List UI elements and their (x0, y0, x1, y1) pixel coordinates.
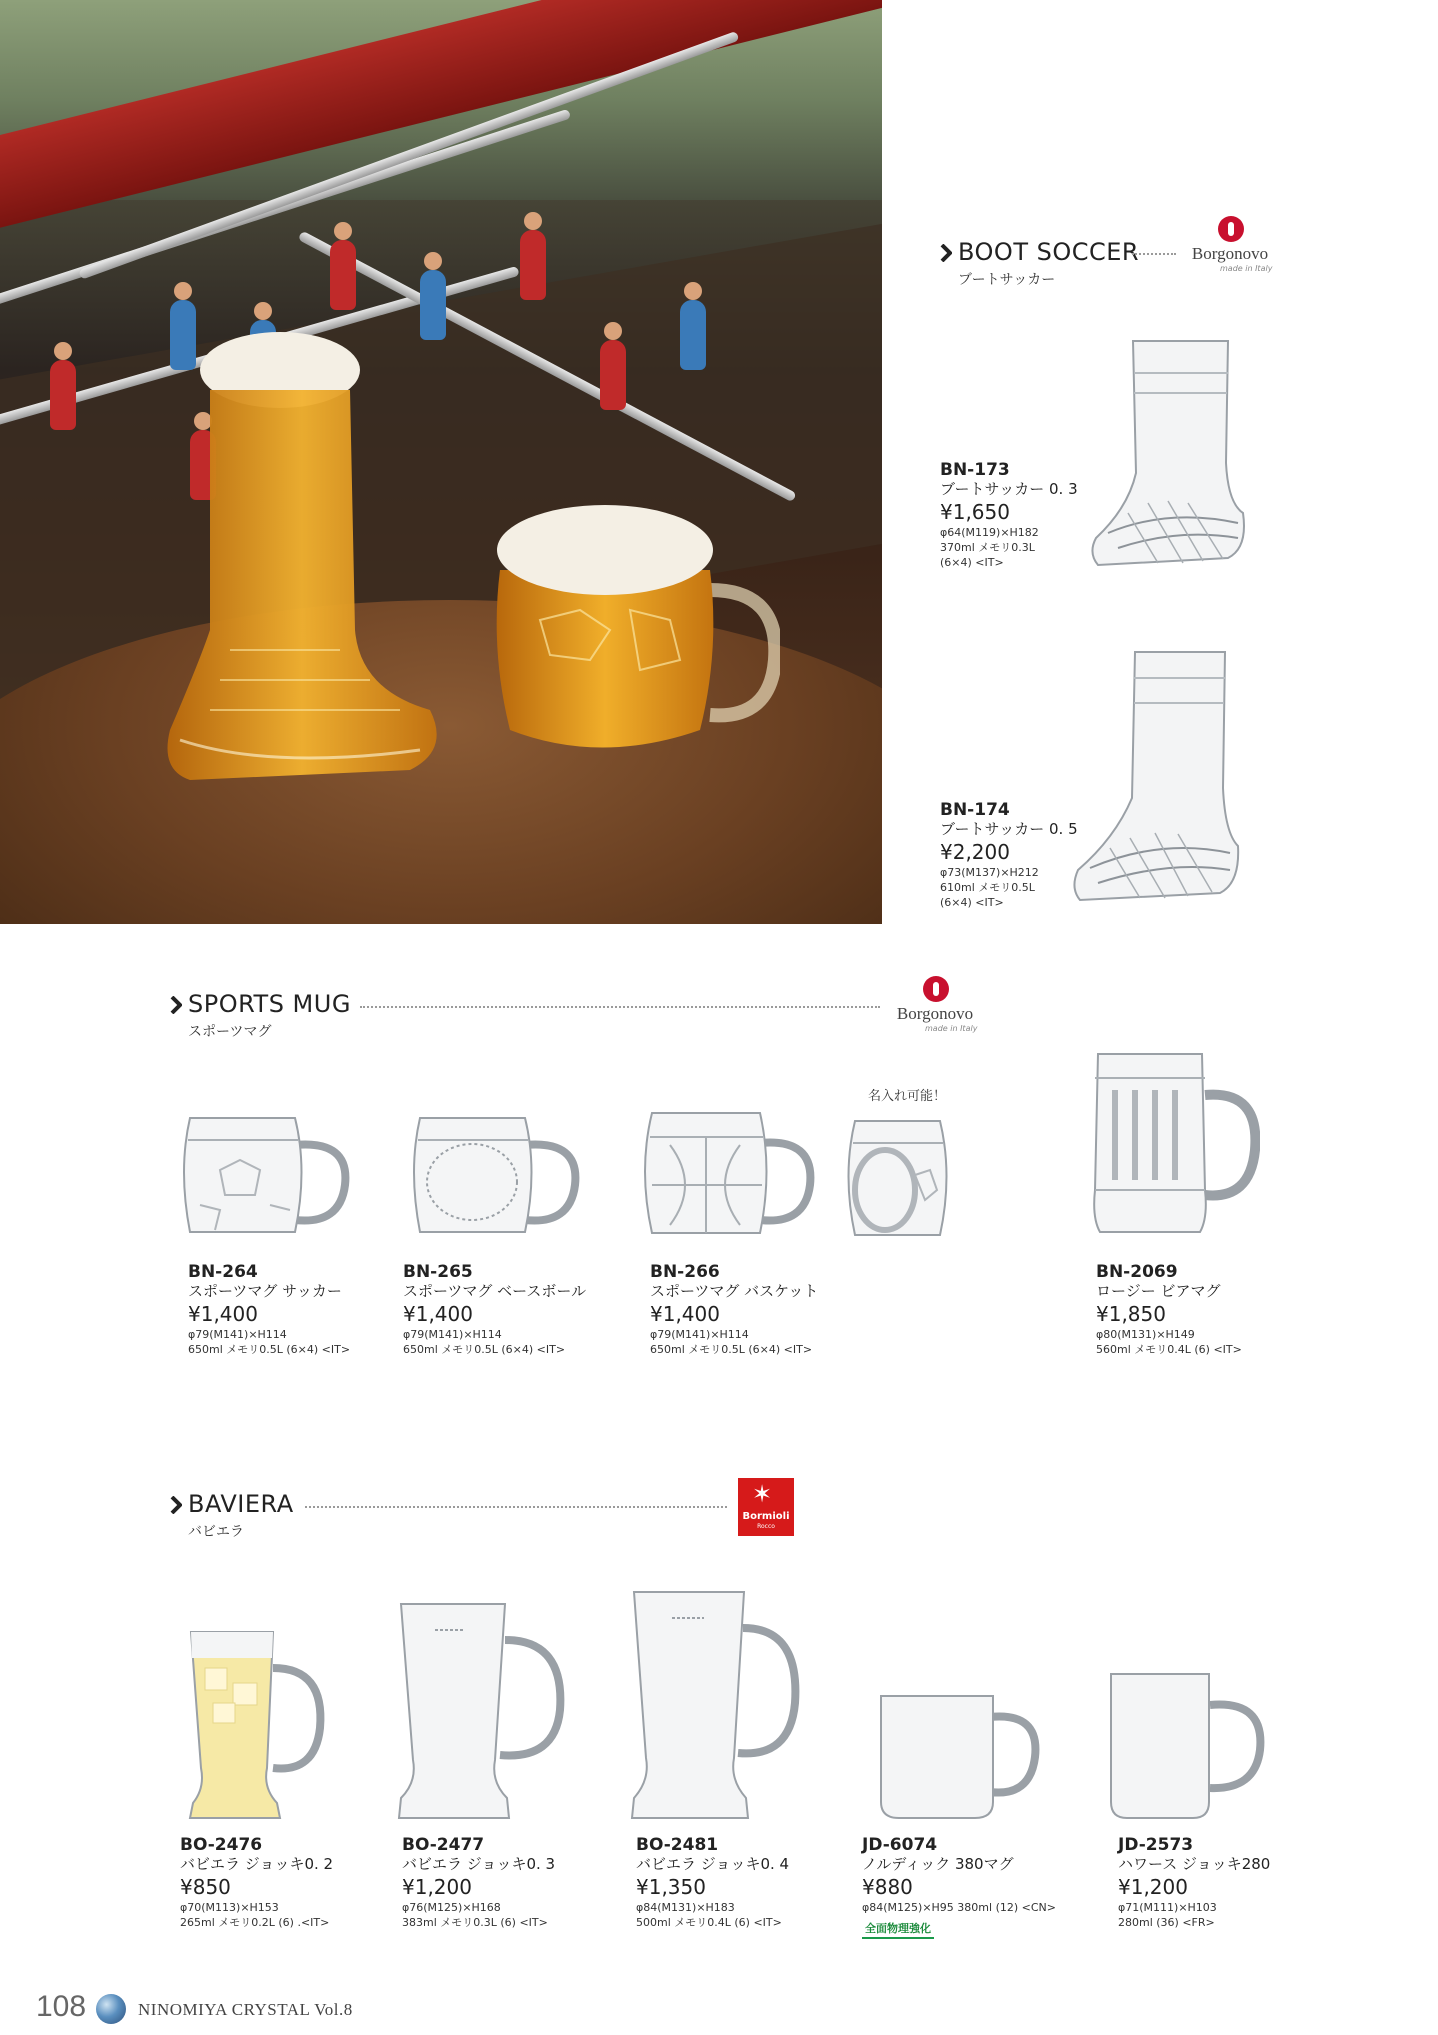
product-code: BN-264 (188, 1262, 258, 1282)
bulb-icon (923, 976, 949, 1002)
foosball-player (330, 240, 356, 310)
product-spec: 383ml メモリ0.3L (6) <IT> (402, 1916, 548, 1929)
catalog-name: NINOMIYA CRYSTAL Vol.8 (138, 2000, 353, 2019)
section-arrow-icon (170, 996, 182, 1014)
name-engraving-note: 名入れ可能！ (868, 1089, 947, 1104)
boot-soccer-header (940, 238, 1140, 288)
product-name: ブートサッカー 0. 3 (940, 480, 1078, 498)
baviera-02-glass-image (185, 1628, 330, 1823)
product-spec: φ71(M111)×H103 (1118, 1901, 1217, 1914)
star-icon: ✶ (752, 1480, 773, 1508)
product-price: ¥2,200 (940, 840, 1010, 864)
product-name: スポーツマグ ベースボール (403, 1282, 587, 1300)
product-code: BO-2477 (402, 1835, 485, 1855)
product-price: ¥1,850 (1096, 1302, 1166, 1326)
boot-beer-glass-photo (150, 330, 450, 820)
product-spec: φ76(M125)×H168 (402, 1901, 501, 1914)
product-spec: φ64(M119)×H182 (940, 526, 1039, 539)
product-price: ¥1,400 (650, 1302, 720, 1326)
dotted-leader (360, 1006, 880, 1008)
product-price: ¥1,650 (940, 500, 1010, 524)
product-spec: φ70(M113)×H153 (180, 1901, 279, 1914)
product-price: ¥1,200 (402, 1875, 472, 1899)
section-title: SPORTS MUG (188, 990, 351, 1018)
soccer-mug-image (180, 1110, 350, 1240)
product-spec: 265ml メモリ0.2L (6) .<IT> (180, 1916, 330, 1929)
product-code: BN-265 (403, 1262, 473, 1282)
brand-sub: made in Italy (1220, 264, 1273, 273)
product-spec: 500ml メモリ0.4L (6) <IT> (636, 1916, 782, 1929)
product-price: ¥1,400 (403, 1302, 473, 1326)
product-spec: 650ml メモリ0.5L (6×4) <IT> (650, 1343, 813, 1356)
bulb-icon (1218, 216, 1244, 242)
product-spec: 650ml メモリ0.5L (6×4) <IT> (403, 1343, 566, 1356)
product-bn-2069 (1096, 1262, 1242, 1357)
product-spec: φ84(M125)×H95 380ml (12) <CN> (862, 1901, 1056, 1914)
product-bo-2477 (402, 1835, 555, 1930)
sports-mug-beer-photo (480, 500, 780, 770)
section-arrow-icon (940, 244, 952, 262)
dotted-leader (305, 1506, 727, 1508)
product-code: BN-173 (940, 460, 1010, 480)
page-number: 108 (36, 1990, 87, 2023)
product-spec: 560ml メモリ0.4L (6) <IT> (1096, 1343, 1242, 1356)
product-spec: (6×4) <IT> (940, 896, 1004, 909)
product-bo-2481 (636, 1835, 789, 1930)
baseball-mug-image (410, 1110, 580, 1240)
borgonovo-logo (885, 976, 985, 1036)
haworth-mug-image (1105, 1670, 1265, 1822)
product-price: ¥1,350 (636, 1875, 706, 1899)
product-spec: (6×4) <IT> (940, 556, 1004, 569)
section-subtitle: バビエラ (188, 1524, 244, 1540)
brand-name: Borgonovo (1191, 244, 1269, 263)
globe-icon (96, 1994, 126, 2024)
product-bn-264 (188, 1262, 350, 1357)
product-price: ¥880 (862, 1875, 913, 1899)
product-bn-173 (940, 460, 1078, 570)
product-spec: 610ml メモリ0.5L (940, 881, 1035, 894)
product-name: ロージー ビアマグ (1096, 1282, 1221, 1300)
product-bn-174 (940, 800, 1078, 910)
baviera-header (170, 1490, 370, 1540)
product-code: BO-2481 (636, 1835, 719, 1855)
product-spec: φ73(M137)×H212 (940, 866, 1039, 879)
section-subtitle: スポーツマグ (188, 1024, 272, 1040)
sports-mug-header (170, 990, 370, 1040)
product-price: ¥1,200 (1118, 1875, 1188, 1899)
product-name: ノルディック 380マグ (862, 1855, 1014, 1873)
foosball-player (680, 300, 706, 370)
product-name: スポーツマグ サッカー (188, 1282, 342, 1300)
section-title: BAVIERA (188, 1490, 294, 1518)
product-bn-265 (403, 1262, 586, 1357)
product-spec: φ79(M141)×H114 (650, 1328, 749, 1341)
product-name: スポーツマグ バスケット (650, 1282, 819, 1300)
borgonovo-logo (1180, 216, 1280, 276)
product-name: バビエラ ジョッキ0. 4 (636, 1855, 790, 1873)
product-name: ハワース ジョッキ280 (1118, 1855, 1271, 1873)
product-jd-2573 (1118, 1835, 1270, 1930)
product-bo-2476 (180, 1835, 333, 1930)
brand-sub: made in Italy (925, 1024, 978, 1033)
foosball-player (50, 360, 76, 430)
product-code: BN-2069 (1096, 1262, 1178, 1282)
tempered-badge: 全面物理強化 (862, 1919, 934, 1939)
section-subtitle: ブートサッカー (958, 272, 1056, 288)
product-code: BO-2476 (180, 1835, 263, 1855)
brand-name: Bormioli (742, 1511, 790, 1522)
product-code: JD-6074 (862, 1835, 938, 1855)
product-bn-266 (650, 1262, 818, 1357)
product-code: BN-266 (650, 1262, 720, 1282)
rosy-beer-mug-image (1090, 1050, 1260, 1240)
product-price: ¥850 (180, 1875, 231, 1899)
baviera-04-glass-image (628, 1588, 800, 1822)
product-spec: 280ml (36) <FR> (1118, 1916, 1215, 1929)
product-code: JD-2573 (1118, 1835, 1194, 1855)
bormioli-rocco-logo (738, 1478, 794, 1536)
hero-photo (0, 0, 882, 924)
basketball-mug-image (640, 1105, 815, 1240)
product-spec: φ79(M141)×H114 (403, 1328, 502, 1341)
product-name: バビエラ ジョッキ0. 2 (180, 1855, 334, 1873)
nordic-mug-image (875, 1692, 1040, 1822)
product-name: バビエラ ジョッキ0. 3 (402, 1855, 556, 1873)
product-spec: φ80(M131)×H149 (1096, 1328, 1195, 1341)
product-jd-6074 (862, 1835, 1056, 1939)
boot-glass-image (1070, 648, 1240, 908)
product-code: BN-174 (940, 800, 1010, 820)
product-name: ブートサッカー 0. 5 (940, 820, 1078, 838)
product-spec: 650ml メモリ0.5L (6×4) <IT> (188, 1343, 351, 1356)
foosball-player (520, 230, 546, 300)
product-spec: φ84(M131)×H183 (636, 1901, 735, 1914)
dotted-leader (1132, 253, 1176, 255)
baviera-03-glass-image (395, 1600, 565, 1822)
section-arrow-icon (170, 1496, 182, 1514)
product-spec: 370ml メモリ0.3L (940, 541, 1035, 554)
foosball-player (600, 340, 626, 410)
boot-glass-image (1088, 333, 1248, 573)
product-price: ¥1,400 (188, 1302, 258, 1326)
brand-sub: Rocco (757, 1523, 775, 1530)
brand-name: Borgonovo (896, 1004, 974, 1023)
product-spec: φ79(M141)×H114 (188, 1328, 287, 1341)
section-title: BOOT SOCCER (958, 238, 1140, 266)
soccer-mug-side-image (845, 1115, 955, 1240)
